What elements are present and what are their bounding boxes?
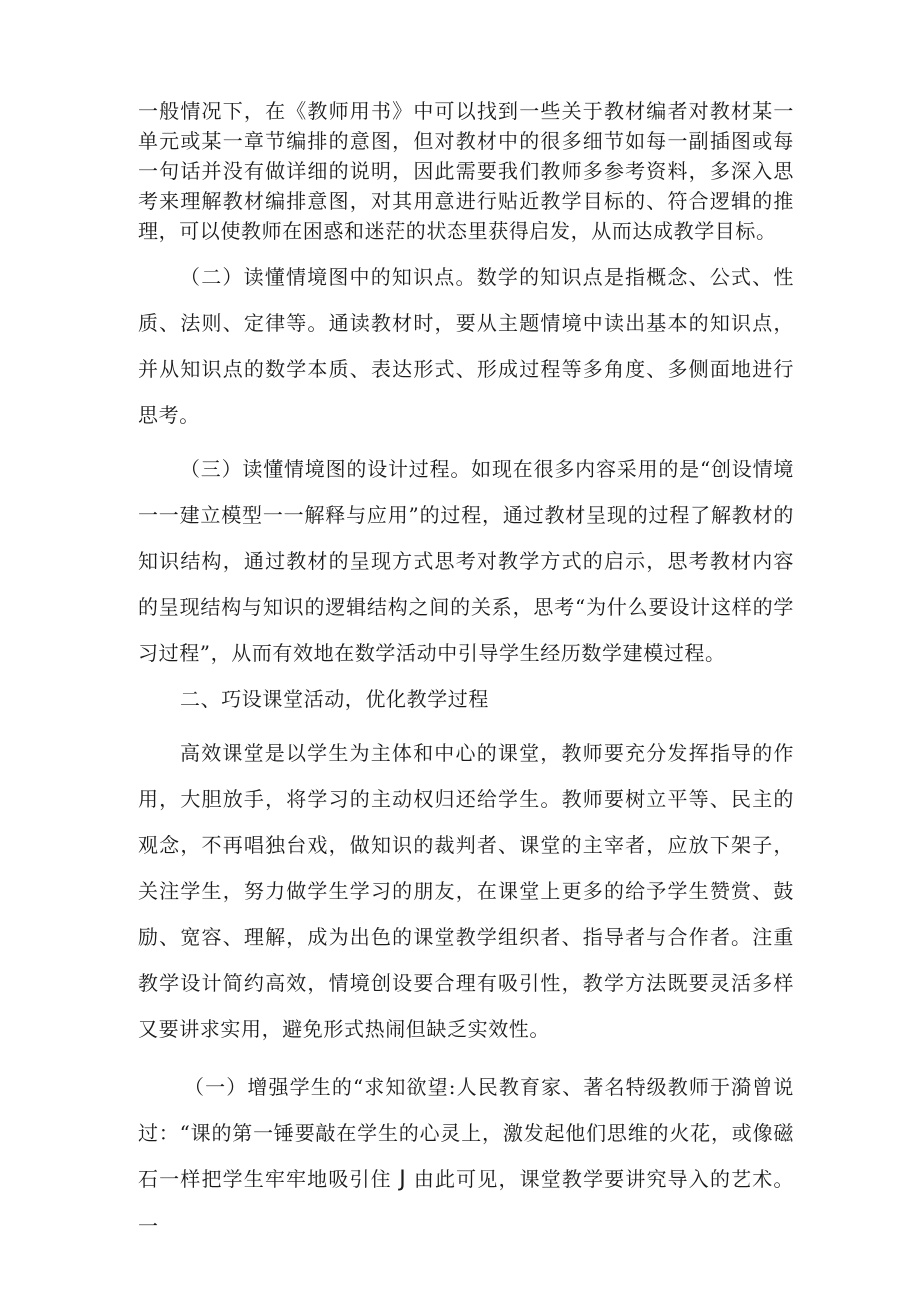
subsection-1-paragraph	[138, 1064, 794, 1249]
subsection-1-text-b: 由此可见，课堂教学要讲究导入的艺术。一	[138, 1167, 794, 1238]
body-paragraph-2: 高效课堂是以学生为主体和中心的课堂，教师要充分发挥指导的作用，大胆放手，将学习的主动权归还给学生。教师要树立平等、民主的观念，不再唱独台戏，做知识的裁判者、课堂的主宰者，应放下架子，关注学生，努力做学生学习的朋友，在课堂上更多的给予学生赞赏、鼓励、宽容、理解，成为出色的课堂教学组织者、指导者与合作者。注重教学设计简约高效，情境创设要合理有吸引性，教学方法既要灵活多样又要讲求实用，避免形式热闹但缺乏实效性。	[138, 741, 794, 1041]
intro-paragraph: 一般情况下，在《教师用书》中可以找到一些关于教材编者对教材某一单元或某一章节编排的意图，但对教材中的很多细节如每一副插图或每一句话并没有做详细的说明，因此需要我们教师多参考资料，多深入思考来理解教材编排意图，对其用意进行贴近教学目标的、符合逻辑的推理，可以使教师在困惑和迷茫的状态里获得启发，从而达成教学目标。	[138, 99, 794, 243]
subsection-1-text-a: （一）增强学生的“求知欲望:人民教育家、著名特级教师于漪曾说过：“课的第一锤要敲在学生的心灵上，激发起他们思维的火花，或像磁石一样把学生牢牢地吸引住	[138, 1075, 794, 1191]
section-3-paragraph: （三）读懂情境图的设计过程。如现在很多内容采用的是“创设情境一一建立模型一一解释与应用”的过程，通过教材呈现的过程了解教材的知识结构，通过教材的呈现方式思考对教学方式的启示，思考教材内容的呈现结构与知识的逻辑结构之间的关系，思考“为什么要设计这样的学习过程”，从而有效地在数学活动中引导学生经历数学建模过程。	[138, 457, 794, 665]
section-2-paragraph: （二）读懂情境图中的知识点。数学的知识点是指概念、公式、性质、法则、定律等。通读教材时，要从主题情境中读出基本的知识点，并从知识点的数学本质、表达形式、形成过程等多角度、多侧面地进行思考。	[138, 265, 794, 427]
ocr-artifact-j: J	[399, 1167, 407, 1192]
document-page	[138, 96, 794, 1249]
section-heading-2: 二、巧设课堂活动，优化教学过程	[180, 687, 489, 711]
